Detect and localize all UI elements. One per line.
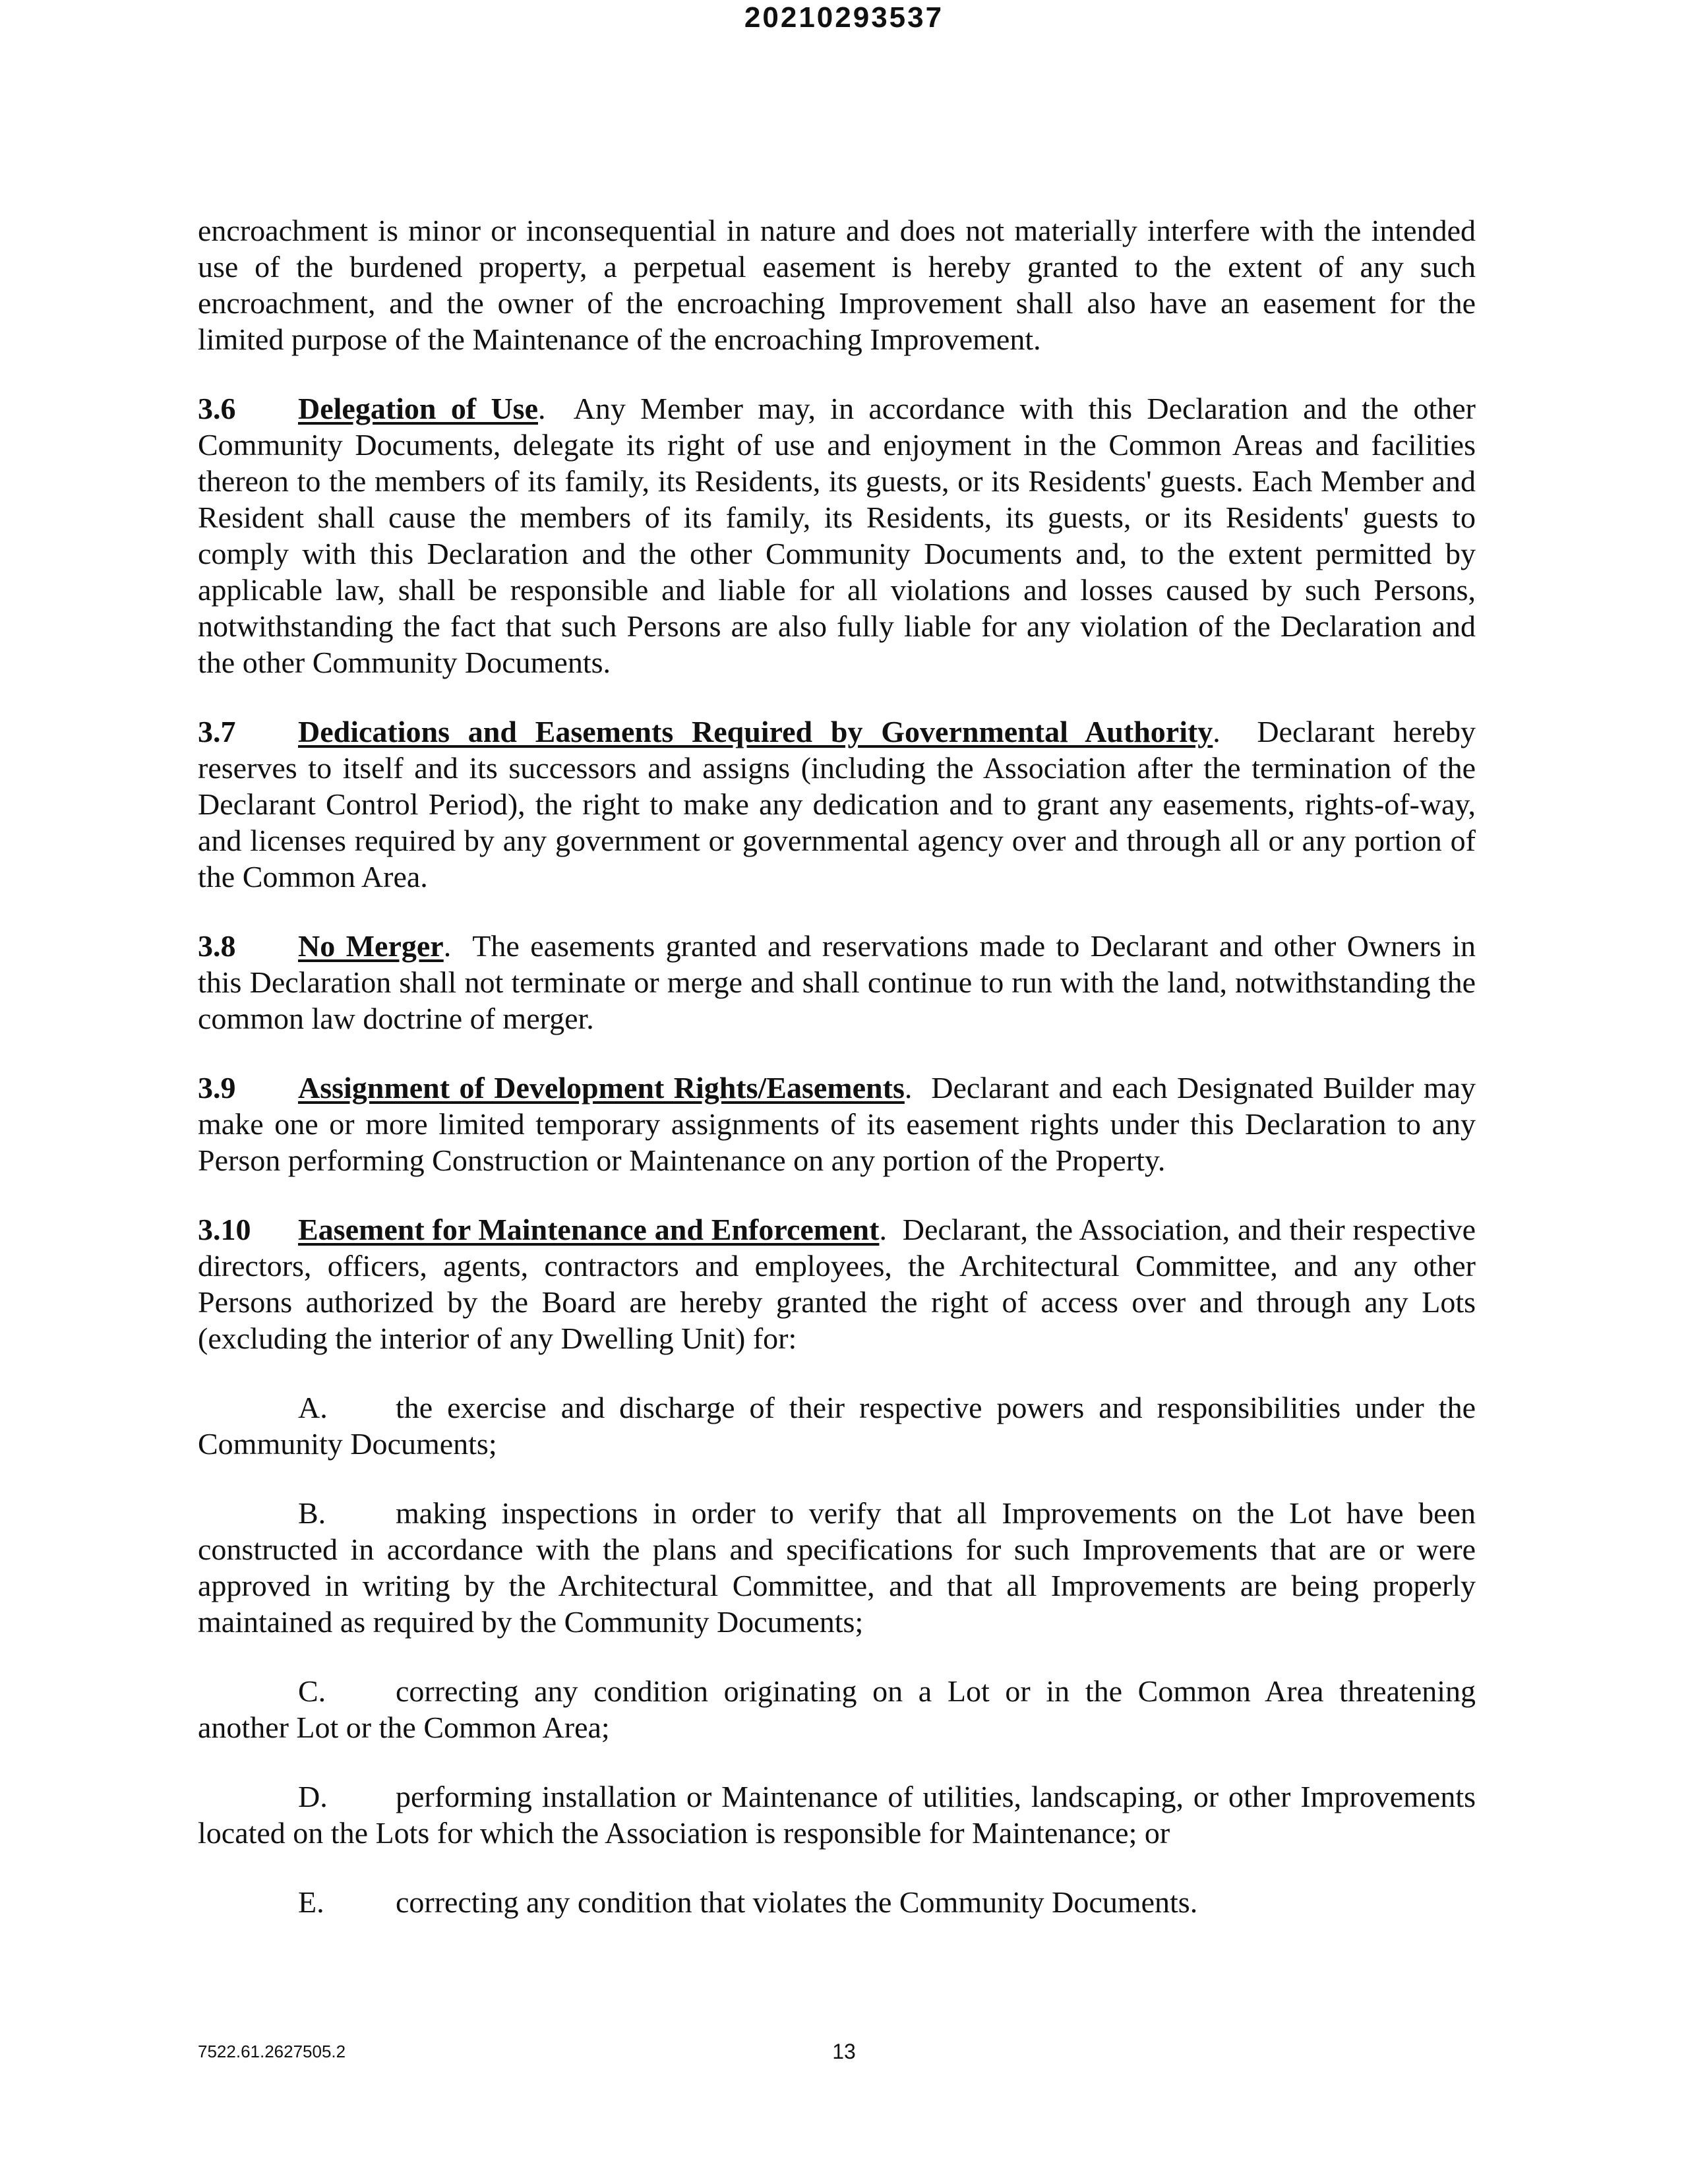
section-title: Easement for Maintenance and Enforcement [298,1213,880,1246]
subitem-text: correcting any condition originating on a Lot or in the Common Area threatening another Lot or the Common Area; [198,1674,1476,1744]
section-3-6: 3.6 Delegation of Use. Any Member may, in accordance with this Declaration and the other Community Documents, delegate its right of use and enjoyment in the Common Areas and facilities thereon to the members of its family, its Residents, its guests, or its Residents' guests. Each Member and Resident shall cause the members of its family, its Residents, its guests, or its Residents' guests to comply with this Declaration and the other Community Documents and, to the extent permitted by applicable law, shall be responsible and liable for all violations and losses caused by such Persons, notwithstanding the fact that such Persons are also fully liable for any violation of the Declaration and the other Community Documents. [198,392,1476,679]
subitem-letter: D. [298,1780,328,1813]
subitem-text: performing installation or Maintenance of utilities, landscaping, or other Improvements located on the Lots for which the Association is responsible for Maintenance; or [198,1780,1476,1850]
subitem-e [198,1884,1476,1920]
section-text: Declarant hereby reserves to itself and its successors and assigns (including the Association after the termination of the Declarant Control Period), the right to make any dedication and to grant any easements, rights-of-way, and licenses required by any government or governmental agency over and through all or any portion of the Common Area. [198,715,1476,894]
section-3-7: 3.7 Dedications and Easements Required by Governmental Authority. Declarant hereby reserves to itself and its successors and assigns (including the Association after the termination of the Declarant Control Period), the right to make any dedication and to grant any easements, rights-of-way, and licenses required by any government or governmental agency over and through all or any portion of the Common Area. [198,715,1476,894]
subitem-text: correcting any condition that violates the Community Documents. [396,1885,1198,1919]
subitem-d [198,1778,1476,1851]
subitem-b [198,1495,1476,1640]
section-text: Declarant, the Association, and their respective directors, officers, agents, contractors and employees, the Architectural Committee, and any other Persons authorized by the Board are hereby granted the right of access over and through any Lots (excluding the interior of any Dwelling Unit) for: [198,1213,1476,1355]
section-number: 3.6 [198,392,236,425]
document-body [198,212,1476,1953]
document-number: 20210293537 [744,1,944,34]
subitem-text: the exercise and discharge of their respective powers and responsibilities under the Community Documents; [198,1391,1476,1461]
section-number: 3.7 [198,715,236,748]
section-number: 3.8 [198,929,236,963]
subitem-letter: E. [298,1885,324,1919]
section-text: Any Member may, in accordance with this Declaration and the other Community Documents, delegate its right of use and enjoyment in the Common Areas and facilities thereon to the members of its family, its Residents, its guests, or its Residents' guests. Each Member and Resident shall cause the members of its family, its Residents, its guests, or its Residents' guests to comply with this Declaration and the other Community Documents and, to the extent permitted by applicable law, shall be responsible and liable for all violations and losses caused by such Persons, notwithstanding the fact that such Persons are also fully liable for any violation of the Declaration and the other Community Documents. [198,392,1476,679]
subitem-a [198,1389,1476,1462]
page-number: 13 [832,2040,856,2063]
subitem-letter: B. [298,1496,326,1530]
section-3-8: 3.8 No Merger. The easements granted and reservations made to Declarant and other Owners in this Declaration shall not terminate or merge and shall continue to run with the land, notwithstanding the common law doctrine of merger. [198,929,1476,1035]
section-title: Delegation of Use [298,392,538,425]
section-3-10: 3.10 Easement for Maintenance and Enforcement. Declarant, the Association, and their respective directors, officers, agents, contractors and employees, the Architectural Committee, and any other Persons authorized by the Board are hereby granted the right of access over and through any Lots (excluding the interior of any Dwelling Unit) for: [198,1213,1476,1355]
continuation-paragraph: encroachment is minor or inconsequential in nature and does not materially interfere with the intended use of the burdened property, a perpetual easement is hereby granted to the extent of any such encroachment, and the owner of the encroaching Improvement shall also have an easement for the limited purpose of the Maintenance of the encroaching Improvement. [198,214,1476,356]
subitem-letter: C. [298,1674,326,1708]
section-text: The easements granted and reservations made to Declarant and other Owners in this Declaration shall not terminate or merge and shall continue to run with the land, notwithstanding the common law doctrine of merger. [198,929,1476,1035]
section-title: Assignment of Development Rights/Easements [298,1071,905,1105]
section-number: 3.10 [198,1213,251,1246]
section-3-9: 3.9 Assignment of Development Rights/Easements. Declarant and each Designated Builder may make one or more limited temporary assignments of its easement rights under this Declaration to any Person performing Construction or Maintenance on any portion of the Property. [198,1071,1476,1177]
footer-document-id: 7522.61.2627505.2 [198,2042,346,2061]
section-text: Declarant and each Designated Builder may make one or more limited temporary assignments of its easement rights under this Declaration to any Person performing Construction or Maintenance on any portion of the Property. [198,1071,1476,1177]
subitem-letter: A. [298,1391,328,1424]
section-number: 3.9 [198,1071,236,1105]
subitem-text: making inspections in order to verify that all Improvements on the Lot have been constructed in accordance with the plans and specifications for such Improvements that are or were approved in writing by the Architectural Committee, and that all Improvements are being properly maintained as required by the Community Documents; [198,1496,1476,1639]
subitem-c [198,1673,1476,1745]
section-title: Dedications and Easements Required by Governmental Authority [298,715,1213,748]
section-title: No Merger [298,929,444,963]
